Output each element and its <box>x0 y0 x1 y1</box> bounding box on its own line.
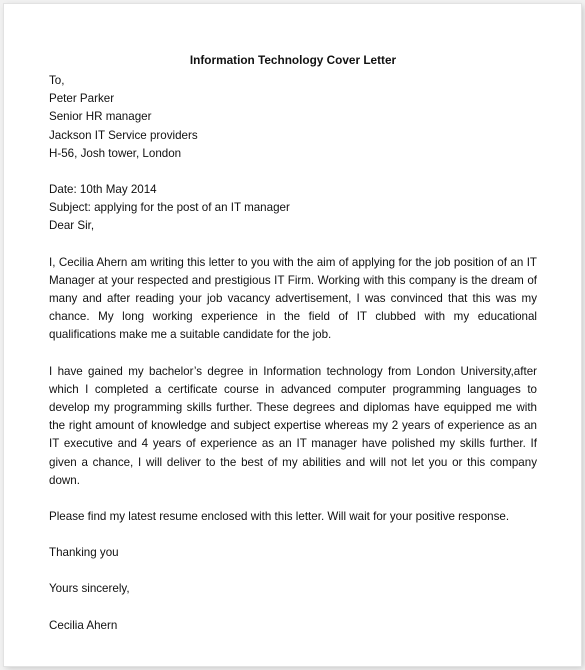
body-paragraph-3: Please find my latest resume enclosed with this letter. Will wait for your positive response. <box>49 510 510 524</box>
letter-subject: Subject: applying for the post of an IT manager <box>49 201 290 215</box>
thanks-line: Thanking you <box>49 546 119 560</box>
recipient-name: Peter Parker <box>49 92 115 106</box>
salutation: Dear Sir, <box>49 219 95 233</box>
spacer <box>49 163 537 181</box>
body-paragraph-2: I have gained my bachelor’s degree in Information technology from London University,after which I completed a certificate course in advanced computer programming languages to develop my programming skills further. These degrees and diplomas have equipped me with the right amount of knowledge and subject expertise whereas my 2 years of experience as an IT executive and 4 years of experience as an IT manager have polished my skills further. If given a chance, I will deliver to the best of my abilities and will not let you or this company down. <box>49 364 537 487</box>
signature-name: Cecilia Ahern <box>49 618 118 632</box>
document-page <box>4 4 581 666</box>
letter-title: Information Technology Cover Letter <box>189 53 397 67</box>
recipient-address: H-56, Josh tower, London <box>49 146 182 160</box>
recipient-company: Jackson IT Service providers <box>49 128 198 142</box>
recipient-block <box>49 72 537 163</box>
letter-body <box>49 52 537 635</box>
letter-date: Date: 10th May 2014 <box>49 183 157 197</box>
signoff-line: Yours sincerely, <box>49 582 130 596</box>
recipient-to: To, <box>49 74 65 87</box>
recipient-title: Senior HR manager <box>49 110 152 124</box>
body-paragraph-1: I, Cecilia Ahern am writing this letter to you with the aim of applying for the job position of an IT Manager at your respected and prestigious IT Firm. Working with this company is the dream of many and after reading your job vacancy advertisement, I was convinced that this was my chance. My long working experience in the field of IT clubbed with my educational qualifications make me a suitable candidate for the job. <box>49 255 537 342</box>
